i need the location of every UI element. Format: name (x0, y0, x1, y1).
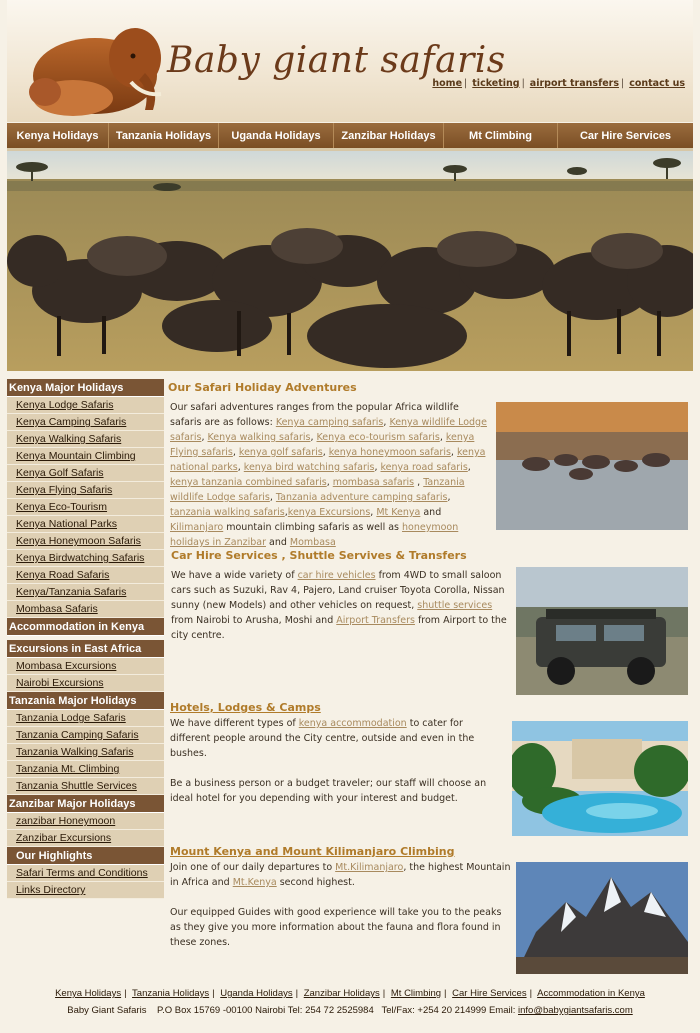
footer (7, 988, 693, 1016)
link[interactable]: Mt Kenya (376, 507, 421, 518)
section-title: Mount Kenya and Mount Kilimanjaro Climbing (170, 845, 455, 858)
text: mountain climbing safaris as well as (223, 522, 403, 533)
header (7, 0, 693, 122)
nav-mt-climbing[interactable]: Mt Climbing (444, 123, 558, 148)
sidebar-link[interactable]: Kenya Honeymoon Safaris (16, 535, 141, 547)
text: Our safari adventures ranges from the popular Africa wildlife safaris are as follows: (170, 402, 459, 428)
sidebar (7, 379, 164, 899)
sidebar-item (7, 397, 164, 414)
sidebar-item (7, 567, 164, 584)
sidebar-item (7, 516, 164, 533)
link[interactable]: Mt.Kilimanjaro (335, 862, 404, 873)
footer-link[interactable]: Tanzania Holidays (132, 988, 210, 999)
nav-zanzibar-holidays[interactable]: Zanzibar Holidays (334, 123, 444, 148)
link[interactable]: honeymoon holidays in Zanzibar (170, 522, 459, 548)
footer-link[interactable]: Accommodation in Kenya (537, 988, 645, 999)
text: and (265, 537, 290, 548)
link[interactable]: mombasa safaris (332, 477, 415, 488)
link[interactable]: kenya accommodation (298, 718, 407, 729)
sidebar-link[interactable]: Kenya Flying Safaris (16, 484, 113, 496)
sidebar-link-accommodation[interactable]: Accommodation in Kenya (7, 618, 164, 636)
section-title: Car Hire Services , Shuttle Servives & Transfers (171, 549, 467, 562)
sidebar-item (7, 414, 164, 431)
sidebar-heading-kenya: Kenya Major Holidays (7, 379, 164, 397)
sidebar-link[interactable]: Kenya Road Safaris (16, 569, 110, 581)
link[interactable]: kenya Flying safaris (170, 432, 475, 458)
sidebar-link[interactable]: Tanzania Lodge Safaris (16, 712, 126, 724)
link[interactable]: kenya honeymoon safaris (328, 447, 451, 458)
sidebar-item (7, 448, 164, 465)
text: second highest. (276, 877, 355, 888)
section-title: Hotels, Lodges & Camps (170, 701, 321, 714)
link[interactable]: Kenya eco-tourism safaris (316, 432, 440, 443)
sidebar-link[interactable]: Kenya Camping Safaris (16, 416, 127, 428)
footer-links: Kenya Holidays | Tanzania Holidays | Uganda Holidays | Zanzibar Holidays | Mt Climbing | Car Hire Services | Accommodation in Kenya (55, 988, 645, 999)
sidebar-item (7, 482, 164, 499)
sidebar-heading-zanzibar: Zanzibar Major Holidays (7, 795, 164, 813)
nav-car-hire-services[interactable]: Car Hire Services (579, 129, 672, 142)
link[interactable]: Tanzania adventure camping safaris (275, 492, 448, 503)
nav-kenya-holidays[interactable]: Kenya Holidays (7, 123, 109, 148)
section-text: Our equipped Guides with good experience will take you to the peaks as they give you more information about the fauna and flora found in these zones. (170, 907, 502, 948)
sidebar-item (7, 675, 164, 692)
sidebar-heading-highlights: Our Highlights (7, 847, 164, 865)
top-link-home[interactable]: home (432, 78, 463, 89)
sidebar-item (7, 499, 164, 516)
sidebar-heading-tanzania: Tanzania Major Holidays (7, 692, 164, 710)
link[interactable]: Mombasa (289, 537, 336, 548)
elephant-logo-icon (15, 18, 165, 118)
text: to cater for different people around the City centre, outside and even in the bushes. (170, 718, 475, 759)
sidebar-item (7, 431, 164, 448)
email-link[interactable]: info@babygiantsafaris.com (518, 1005, 633, 1016)
link[interactable]: car hire vehicles (297, 570, 376, 581)
section-title: Our Safari Holiday Adventures (168, 381, 357, 394)
section-text (168, 568, 510, 643)
link[interactable]: tanzania walking safaris (170, 507, 285, 518)
text: and (420, 507, 442, 518)
link[interactable]: kenya golf safaris (238, 447, 323, 458)
link[interactable]: Kenya camping safaris (275, 417, 384, 428)
top-link-airport-transfers[interactable]: airport transfers (529, 78, 619, 89)
link[interactable]: Tanzania wildlife Lodge safaris (170, 477, 465, 503)
sidebar-link[interactable]: Mombasa Excursions (16, 660, 117, 672)
footer-link[interactable]: Car Hire Services (452, 988, 527, 999)
sidebar-item (7, 882, 164, 899)
sidebar-item (7, 761, 164, 778)
sidebar-link[interactable]: Nairobi Excursions (16, 677, 104, 689)
hippos-photo (496, 402, 688, 530)
section-safari-adventures (168, 381, 693, 550)
sidebar-item (7, 658, 164, 675)
link[interactable]: Mt.Kenya (232, 877, 277, 888)
sidebar-item (7, 584, 164, 601)
text: from Nairobi to Arusha, Moshi and (171, 615, 337, 626)
hotel-pool-photo (512, 721, 688, 836)
footer-link[interactable]: Zanzibar Holidays (303, 988, 380, 999)
footer-contact (7, 1005, 693, 1016)
footer-link[interactable]: Kenya Holidays (55, 988, 122, 999)
mount-kenya-photo (516, 862, 688, 974)
section-text (168, 860, 513, 890)
link[interactable]: Kenya wildlife Lodge safaris (170, 417, 487, 443)
link[interactable]: Kilimanjaro (170, 522, 224, 533)
hero-wildebeest-image (7, 151, 693, 371)
section-text: Our safari adventures ranges from the popular Africa wildlife safaris are as follows: Kenya camping safaris, Kenya wildlife Lodge safaris, Kenya walking safaris, Kenya eco-tourism safaris, kenya Flying safaris, kenya golf safaris, kenya honeymoon safaris, kenya national parks, kenya bird watching safaris, kenya road safaris, kenya tanzania combined safaris, mombasa safaris , Tanzania wildlife Lodge safaris, Tanzania adventure camping safaris, tanzania walking safaris,kenya Excursions, Mt Kenya and Kilimanjaro mountain climbing safaris as well as honeymoon holidays in Zanzibar and Mombasa (170, 402, 487, 548)
sidebar-link[interactable]: Kenya Lodge Safaris (16, 399, 114, 411)
nav-uganda-holidays[interactable]: Uganda Holidays (219, 123, 334, 148)
text: Join one of our daily departures to (170, 862, 336, 873)
footer-link[interactable]: Mt Climbing (390, 988, 442, 999)
land-cruiser-photo (516, 567, 688, 695)
sidebar-link[interactable]: Zanzibar Excursions (16, 832, 112, 844)
sidebar-item (7, 550, 164, 567)
sidebar-item (7, 813, 164, 830)
section-car-hire (168, 549, 693, 643)
text: We have different types of (170, 718, 299, 729)
sidebar-link[interactable]: Safari Terms and Conditions (16, 867, 148, 879)
top-links: home | ticketing | airport transfers | contact us (432, 78, 685, 89)
brand-title: Baby giant safaris (167, 40, 506, 81)
nav-tanzania-holidays[interactable]: Tanzania Holidays (109, 123, 219, 148)
text: from Airport to the city centre. (171, 615, 507, 641)
contact-text: Baby Giant Safaris P.O Box 15769 -00100 Nairobi Tel: 254 72 2525984 Tel/Fax: +254 20 214999 Email: (67, 1005, 519, 1016)
sidebar-item (7, 744, 164, 761)
sidebar-link[interactable]: zanzibar Honeymoon (16, 815, 116, 827)
section-hotels (168, 701, 693, 806)
link[interactable]: Airport Transfers (336, 615, 415, 626)
text: from 4WD to small saloon cars such as Suzuki, Rav 4, Pajero, Land cruiser Toyota Corolla, Nissan sunny (new Models) and other vehicles on request, (171, 570, 505, 611)
link[interactable]: kenya bird watching safaris (243, 462, 375, 473)
link[interactable]: kenya road safaris (380, 462, 468, 473)
section-text: Be a business person or a budget traveler; our staff will choose an ideal hotel for you depending with your interest and budget. (170, 778, 487, 804)
sidebar-item (7, 533, 164, 550)
link[interactable]: kenya national parks (170, 447, 486, 473)
sidebar-link[interactable]: Tanzania Camping Safaris (16, 729, 139, 741)
sidebar-item (7, 830, 164, 847)
link[interactable]: shuttle services (417, 600, 493, 611)
sidebar-link[interactable]: Kenya Eco-Tourism (16, 501, 108, 513)
sidebar-link[interactable]: Kenya Golf Safaris (16, 467, 104, 479)
sidebar-item (7, 710, 164, 727)
link[interactable]: kenya Excursions (287, 507, 371, 518)
sidebar-link[interactable]: Tanzania Mt. Climbing (16, 763, 120, 775)
section-text (168, 716, 503, 761)
sidebar-item (7, 465, 164, 482)
sidebar-link[interactable]: Tanzania Walking Safaris (16, 746, 134, 758)
sidebar-item (7, 865, 164, 882)
top-link-contact-us[interactable]: contact us (629, 78, 685, 89)
sidebar-heading-excursions: Excursions in East Africa (7, 640, 164, 658)
sidebar-link[interactable]: Links Directory (16, 884, 86, 896)
sidebar-item (7, 601, 164, 618)
sidebar-link[interactable]: Kenya Birdwatching Safaris (16, 552, 145, 564)
footer-link[interactable]: Uganda Holidays (220, 988, 293, 999)
link[interactable]: kenya tanzania combined safaris (170, 477, 327, 488)
text: , the highest Mountain in Africa and (170, 862, 511, 888)
sidebar-link[interactable]: Tanzania Shuttle Services (16, 780, 137, 792)
sidebar-link[interactable]: Kenya Walking Safaris (16, 433, 122, 445)
sidebar-link[interactable]: Kenya Mountain Climbing (16, 450, 136, 462)
text: We have a wide variety of (171, 570, 298, 581)
sidebar-link[interactable]: Mombasa Safaris (16, 603, 98, 615)
sidebar-link[interactable]: Kenya National Parks (16, 518, 117, 530)
main-nav (7, 123, 693, 148)
section-mountain-climbing (168, 845, 693, 950)
sidebar-item (7, 778, 164, 795)
sidebar-item (7, 727, 164, 744)
link[interactable]: Kenya walking safaris (207, 432, 311, 443)
sidebar-link[interactable]: Kenya/Tanzania Safaris (16, 586, 127, 598)
top-link-ticketing[interactable]: ticketing (472, 78, 520, 89)
